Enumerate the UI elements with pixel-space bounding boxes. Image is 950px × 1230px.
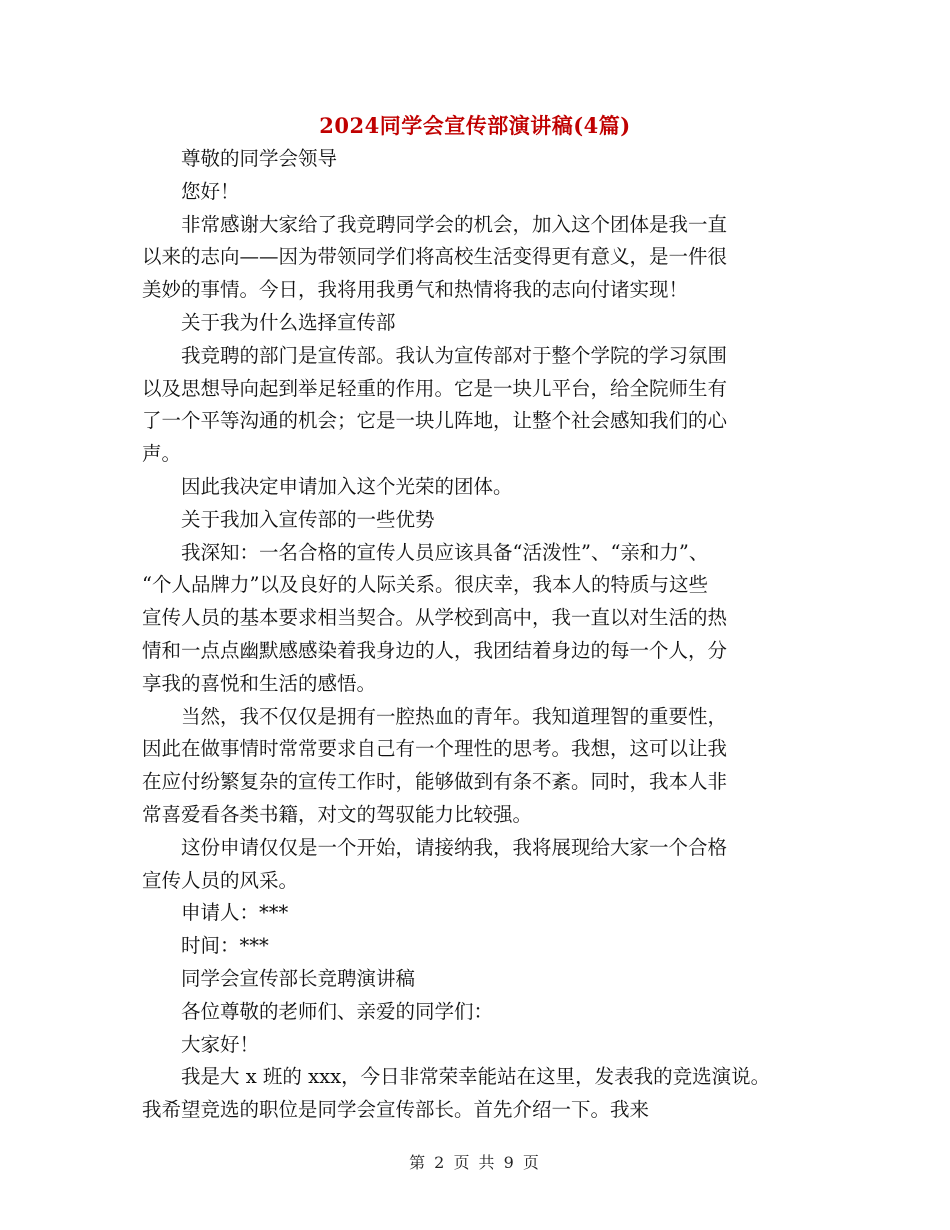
paragraph: 我竞聘的部门是宣传部。我认为宣传部对于整个学院的学习氛围 以及思想导向起到举足轻重的作用。它是一块儿平台，给全院师生有 了一个平等沟通的机会；它是一块儿阵地，让整个社会感知我们的心 声。 bbox=[142, 343, 728, 466]
page-footer: 第 2 页 共 9 页 bbox=[409, 1153, 541, 1172]
paragraph: 因此我决定申请加入这个光荣的团体。 bbox=[181, 474, 513, 498]
paragraph: 关于我加入宣传部的一些优势 bbox=[181, 507, 435, 531]
document-body bbox=[142, 143, 822, 1127]
paragraph: 各位尊敬的老师们、亲爱的同学们： bbox=[181, 999, 494, 1023]
paragraph: 申请人：*** bbox=[181, 901, 289, 925]
paragraph: 时间：*** bbox=[181, 934, 269, 958]
paragraph: 我深知：一名合格的宣传人员应该具备“活泼性”、“亲和力”、 “个人品牌力”以及良好的人际关系。很庆幸，我本人的特质与这些 宣传人员的基本要求相当契合。从学校到高中，我一直以对生活的热 情和一点点幽默感感染着我身边的人，我团结着身边的每一个人，分 享我的喜悦和生活的感悟。 bbox=[142, 540, 728, 695]
paragraph: 当然，我不仅仅是拥有一腔热血的青年。我知道理智的重要性， 因此在做事情时常常要求自己有一个理性的思考。我想，这可以让我 在应付纷繁复杂的宣传工作时，能够做到有条不紊。同时，我本人非 常喜爱看各类书籍，对文的驾驭能力比较强。 bbox=[142, 704, 728, 826]
document-title: 2024同学会宣传部演讲稿(4篇) bbox=[319, 113, 631, 138]
paragraph: 同学会宣传部长竞聘演讲稿 bbox=[181, 966, 416, 990]
paragraph: 这份申请仅仅是一个开始，请接纳我，我将展现给大家一个合格 宣传人员的风采。 bbox=[142, 835, 728, 892]
paragraph: 您好！ bbox=[181, 179, 240, 203]
paragraph: 非常感谢大家给了我竞聘同学会的机会，加入这个团体是我一直 以来的志向——因为带领同学们将高校生活变得更有意义，是一件很 美妙的事情。今日，我将用我勇气和热情将我的志向付诸实现！ bbox=[142, 212, 728, 302]
paragraph: 大家好！ bbox=[181, 1032, 260, 1056]
paragraph: 我是大 x 班的 xxx，今日非常荣幸能站在这里，发表我的竞选演说。 我希望竞选的职位是同学会宣传部长。首先介绍一下。我来 bbox=[142, 1065, 771, 1122]
paragraph: 关于我为什么选择宣传部 bbox=[181, 310, 396, 334]
paragraph: 尊敬的同学会领导 bbox=[181, 147, 338, 170]
